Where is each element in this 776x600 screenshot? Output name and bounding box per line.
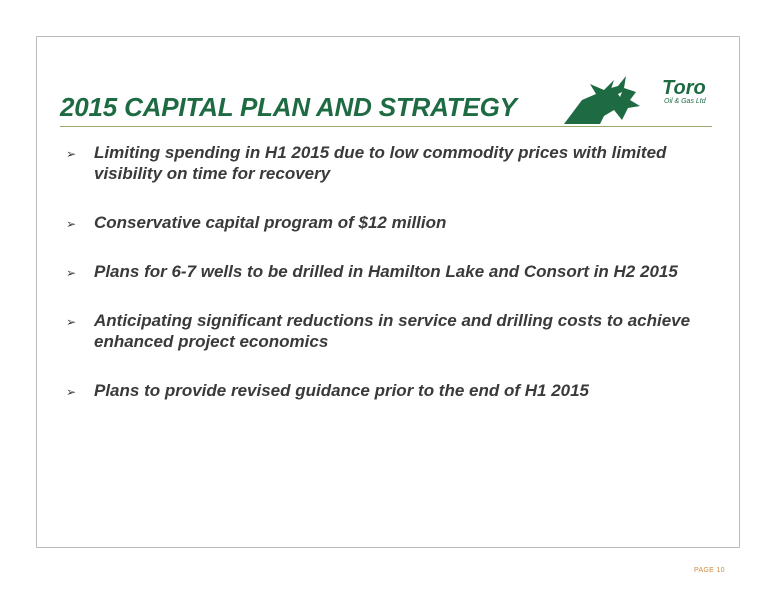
logo-tagline: Oil & Gas Ltd (664, 98, 706, 105)
page-number: PAGE 10 (694, 567, 725, 574)
bullet-item (64, 261, 714, 282)
arrow-bullet-icon: ➢ (66, 147, 77, 161)
bullet-text: Plans for 6-7 wells to be drilled in Hamilton Lake and Consort in H2 2015 (94, 262, 678, 281)
arrow-bullet-icon: ➢ (66, 266, 77, 280)
arrow-bullet-icon: ➢ (66, 217, 77, 231)
bullet-item (64, 142, 714, 184)
logo-wordmark: Toro (662, 77, 706, 99)
bullet-text: Limiting spending in H1 2015 due to low commodity prices with limited visibility on time for recovery (94, 143, 667, 183)
bullet-text: Plans to provide revised guidance prior to the end of H1 2015 (94, 381, 590, 400)
slide-title: 2015 CAPITAL PLAN AND STRATEGY (60, 92, 517, 122)
arrow-bullet-icon: ➢ (66, 385, 77, 399)
bullet-text: Anticipating significant reductions in service and drilling costs to achieve enhanced project economics (94, 311, 691, 351)
bullet-list (64, 142, 714, 401)
bull-head-icon (560, 70, 740, 130)
arrow-bullet-icon: ➢ (66, 315, 77, 329)
company-logo (560, 70, 740, 130)
bullet-item (64, 310, 714, 352)
bullet-item (64, 380, 714, 401)
bullet-item (64, 212, 714, 233)
bullet-text: Conservative capital program of $12 million (94, 213, 447, 232)
